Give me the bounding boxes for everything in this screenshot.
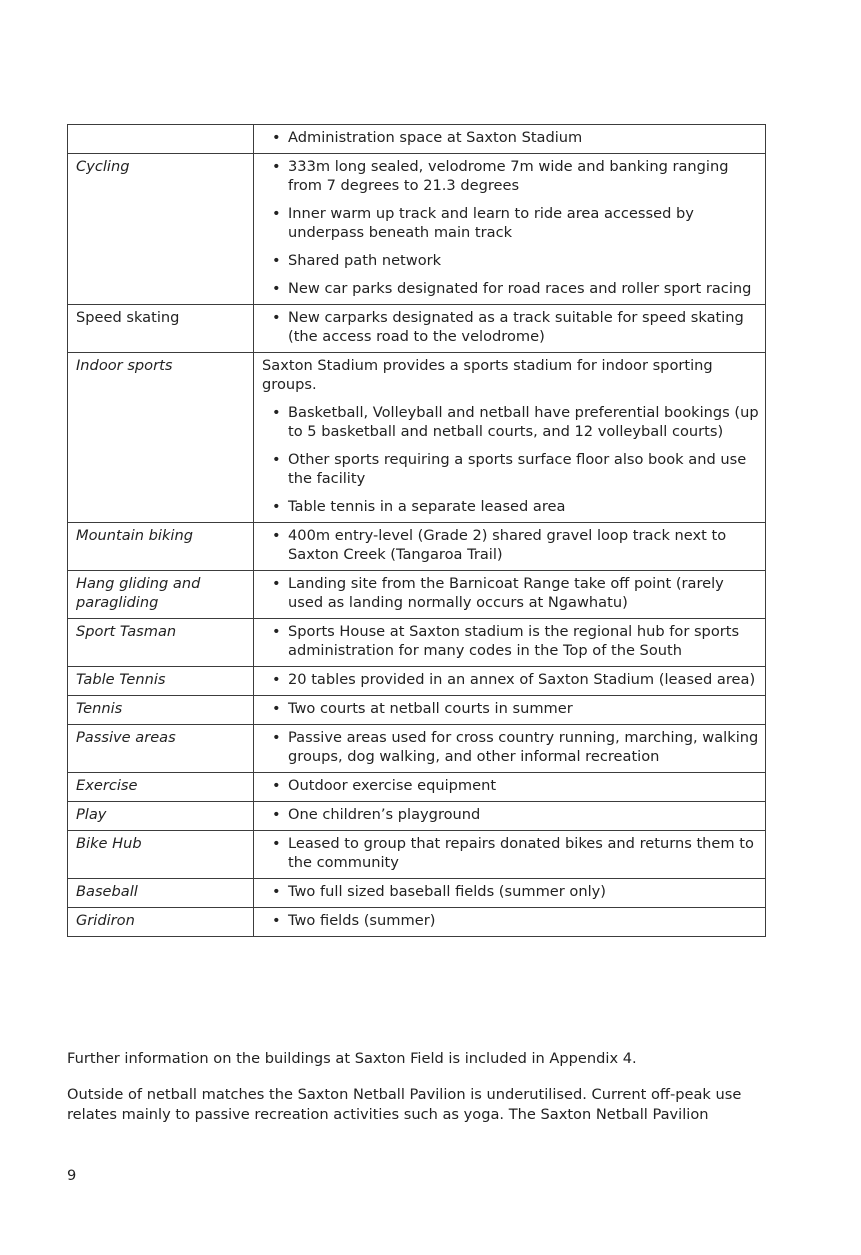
activity-details — [254, 523, 766, 571]
list-item: • Other sports requiring a sports surface floor also book and use the facility — [262, 450, 759, 488]
facilities-table-body — [68, 125, 766, 937]
activity-details — [254, 305, 766, 353]
activity-label: Mountain biking — [68, 523, 254, 571]
activity-label: Hang gliding and paragliding — [68, 571, 254, 619]
table-row — [68, 154, 766, 305]
list-item: • New carparks designated as a track suitable for speed skating (the access road to the velodrome) — [262, 308, 759, 346]
activity-label: Play — [68, 802, 254, 831]
table-row — [68, 908, 766, 937]
table-row — [68, 571, 766, 619]
paragraph-netball-pavilion: Outside of netball matches the Saxton Netball Pavilion is underutilised. Current off-peak use relates mainly to passive recreation activities such as yoga. The Saxton Netball Pavilion — [67, 1086, 742, 1123]
activity-details — [254, 696, 766, 725]
table-row — [68, 305, 766, 353]
details-list — [262, 728, 759, 766]
details-list — [262, 308, 759, 346]
details-list — [262, 526, 759, 564]
list-item: • Outdoor exercise equipment — [262, 776, 759, 795]
details-list — [262, 805, 759, 824]
table-row — [68, 619, 766, 667]
table-row — [68, 523, 766, 571]
table-row — [68, 353, 766, 523]
activity-details — [254, 619, 766, 667]
activity-label: Bike Hub — [68, 831, 254, 879]
activity-details — [254, 667, 766, 696]
list-item: • Leased to group that repairs donated bikes and returns them to the community — [262, 834, 759, 872]
activity-label: Baseball — [68, 879, 254, 908]
table-row — [68, 725, 766, 773]
list-item: • New car parks designated for road races and roller sport racing — [262, 279, 759, 298]
activity-details — [254, 571, 766, 619]
activity-details — [254, 908, 766, 937]
list-item: • 333m long sealed, velodrome 7m wide and banking ranging from 7 degrees to 21.3 degrees — [262, 157, 759, 195]
list-item: • Shared path network — [262, 251, 759, 270]
details-list — [262, 911, 759, 930]
list-item: • Two full sized baseball fields (summer only) — [262, 882, 759, 901]
activity-label: Tennis — [68, 696, 254, 725]
activity-label: Cycling — [68, 154, 254, 305]
activity-details — [254, 773, 766, 802]
details-intro: Saxton Stadium provides a sports stadium for indoor sporting groups. — [262, 357, 713, 393]
details-list — [262, 776, 759, 795]
activity-label: Gridiron — [68, 908, 254, 937]
activity-details — [254, 154, 766, 305]
list-item: • Administration space at Saxton Stadium — [262, 128, 759, 147]
table-row — [68, 831, 766, 879]
activity-label: Passive areas — [68, 725, 254, 773]
activity-details — [254, 831, 766, 879]
list-item: • 400m entry-level (Grade 2) shared gravel loop track next to Saxton Creek (Tangaroa Trail) — [262, 526, 759, 564]
table-row — [68, 125, 766, 154]
list-item: • Basketball, Volleyball and netball have preferential bookings (up to 5 basketball and netball courts, and 12 volleyball courts) — [262, 403, 759, 441]
list-item: • Table tennis in a separate leased area — [262, 497, 759, 516]
activity-label: Indoor sports — [68, 353, 254, 523]
table-row — [68, 802, 766, 831]
activity-details — [254, 725, 766, 773]
activity-label: Exercise — [68, 773, 254, 802]
activity-label — [68, 125, 254, 154]
list-item: • One children’s playground — [262, 805, 759, 824]
activity-details — [254, 802, 766, 831]
list-item: • Two courts at netball courts in summer — [262, 699, 759, 718]
list-item: • Two fields (summer) — [262, 911, 759, 930]
paragraph-appendix-reference: Further information on the buildings at Saxton Field is included in Appendix 4. — [67, 1050, 637, 1067]
details-list — [262, 128, 759, 147]
page-number: 9 — [67, 1167, 77, 1184]
list-item: • Passive areas used for cross country running, marching, walking groups, dog walking, and other informal recreation — [262, 728, 759, 766]
details-list — [262, 882, 759, 901]
table-row — [68, 696, 766, 725]
activity-details — [254, 125, 766, 154]
details-list — [262, 699, 759, 718]
table-row — [68, 773, 766, 802]
activity-label: Sport Tasman — [68, 619, 254, 667]
activity-label: Table Tennis — [68, 667, 254, 696]
activity-label: Speed skating — [68, 305, 254, 353]
list-item: • Inner warm up track and learn to ride area accessed by underpass beneath main track — [262, 204, 759, 242]
details-list — [262, 622, 759, 660]
activity-details — [254, 353, 766, 523]
list-item: • 20 tables provided in an annex of Saxton Stadium (leased area) — [262, 670, 759, 689]
details-list — [262, 403, 759, 516]
list-item: • Landing site from the Barnicoat Range take off point (rarely used as landing normally occurs at Ngawhatu) — [262, 574, 759, 612]
details-list — [262, 670, 759, 689]
details-list — [262, 574, 759, 612]
table-row — [68, 879, 766, 908]
table-row — [68, 667, 766, 696]
activity-details — [254, 879, 766, 908]
details-list — [262, 157, 759, 298]
facilities-table — [67, 124, 766, 937]
list-item: • Sports House at Saxton stadium is the regional hub for sports administration for many codes in the Top of the South — [262, 622, 759, 660]
details-list — [262, 834, 759, 872]
